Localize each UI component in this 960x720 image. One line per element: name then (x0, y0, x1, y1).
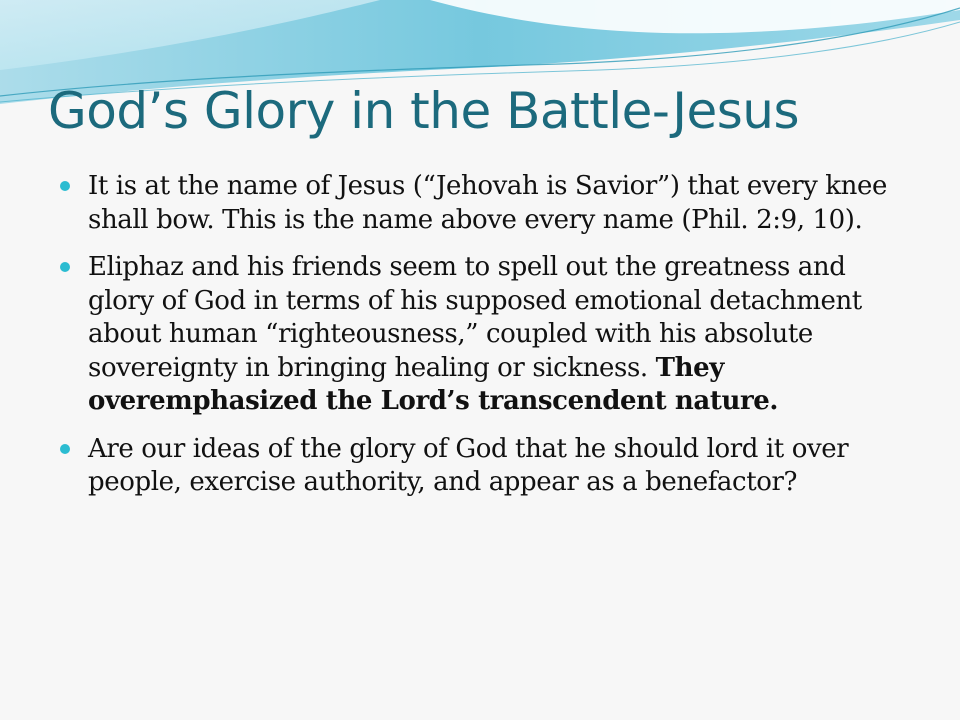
bullet-text-regular: Eliphaz and his friends seem to spell out the greatness and glory of God in terms of his supposed emotional detachment about human “righteousness,” coupled with his absolute sovereignty in bringing healing or sickness. (88, 252, 862, 383)
bullet-item (58, 433, 908, 500)
bullet-text-bold: They overemphasized the Lord’s transcendent nature. (88, 352, 779, 416)
bullet-item (58, 251, 908, 419)
bullet-item (58, 170, 908, 237)
bullet-list (58, 170, 908, 514)
bullet-text: Are our ideas of the glory of God that he should lord it over people, exercise authority, and appear as a benefactor? (88, 433, 849, 497)
bullet-dot-icon (60, 262, 70, 272)
bullet-dot-icon (60, 181, 70, 191)
bullet-dot-icon (60, 444, 70, 454)
bullet-text: It is at the name of Jesus (“Jehovah is Savior”) that every knee shall bow. This is the name above every name (Phil. 2:9, 10). (88, 171, 887, 235)
bullet-text (88, 252, 862, 416)
slide-title: God’s Glory in the Battle-Jesus (48, 82, 800, 140)
